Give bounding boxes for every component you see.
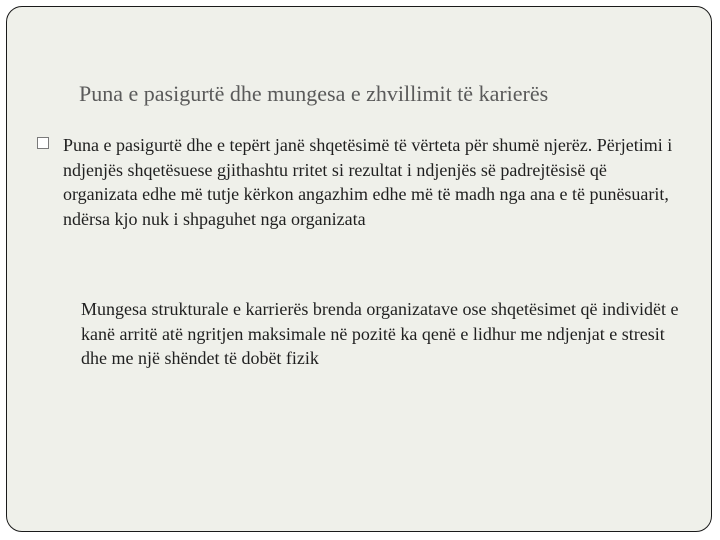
slide-frame (6, 6, 712, 532)
body-paragraph: Mungesa strukturale e karrierës brenda organizatave ose shqetësimet që individët e kanë arritë atë ngritjen maksimale në pozitë ka qenë e lidhur me ndjenjat e stresit dhe me një shëndet të dobët fizik (81, 299, 679, 368)
bullet-text: Puna e pasigurtë dhe e tepërt janë shqetësimë të vërteta për shumë njerëz. Përjetimi i ndjenjës shqetësuese gjithashtu rritet si rezultat i ndjenjës së padrejtësisë që organizata edhe më tutje kërkon angazhim edhe më të madh nga ana e të punësuarit, ndërsa kjo nuk i shpaguhet nga organizata (63, 135, 673, 229)
square-bullet-icon (37, 137, 49, 149)
slide-title: Puna e pasigurtë dhe mungesa e zhvillimit të karierës (79, 81, 549, 106)
bullet-item (43, 133, 683, 231)
